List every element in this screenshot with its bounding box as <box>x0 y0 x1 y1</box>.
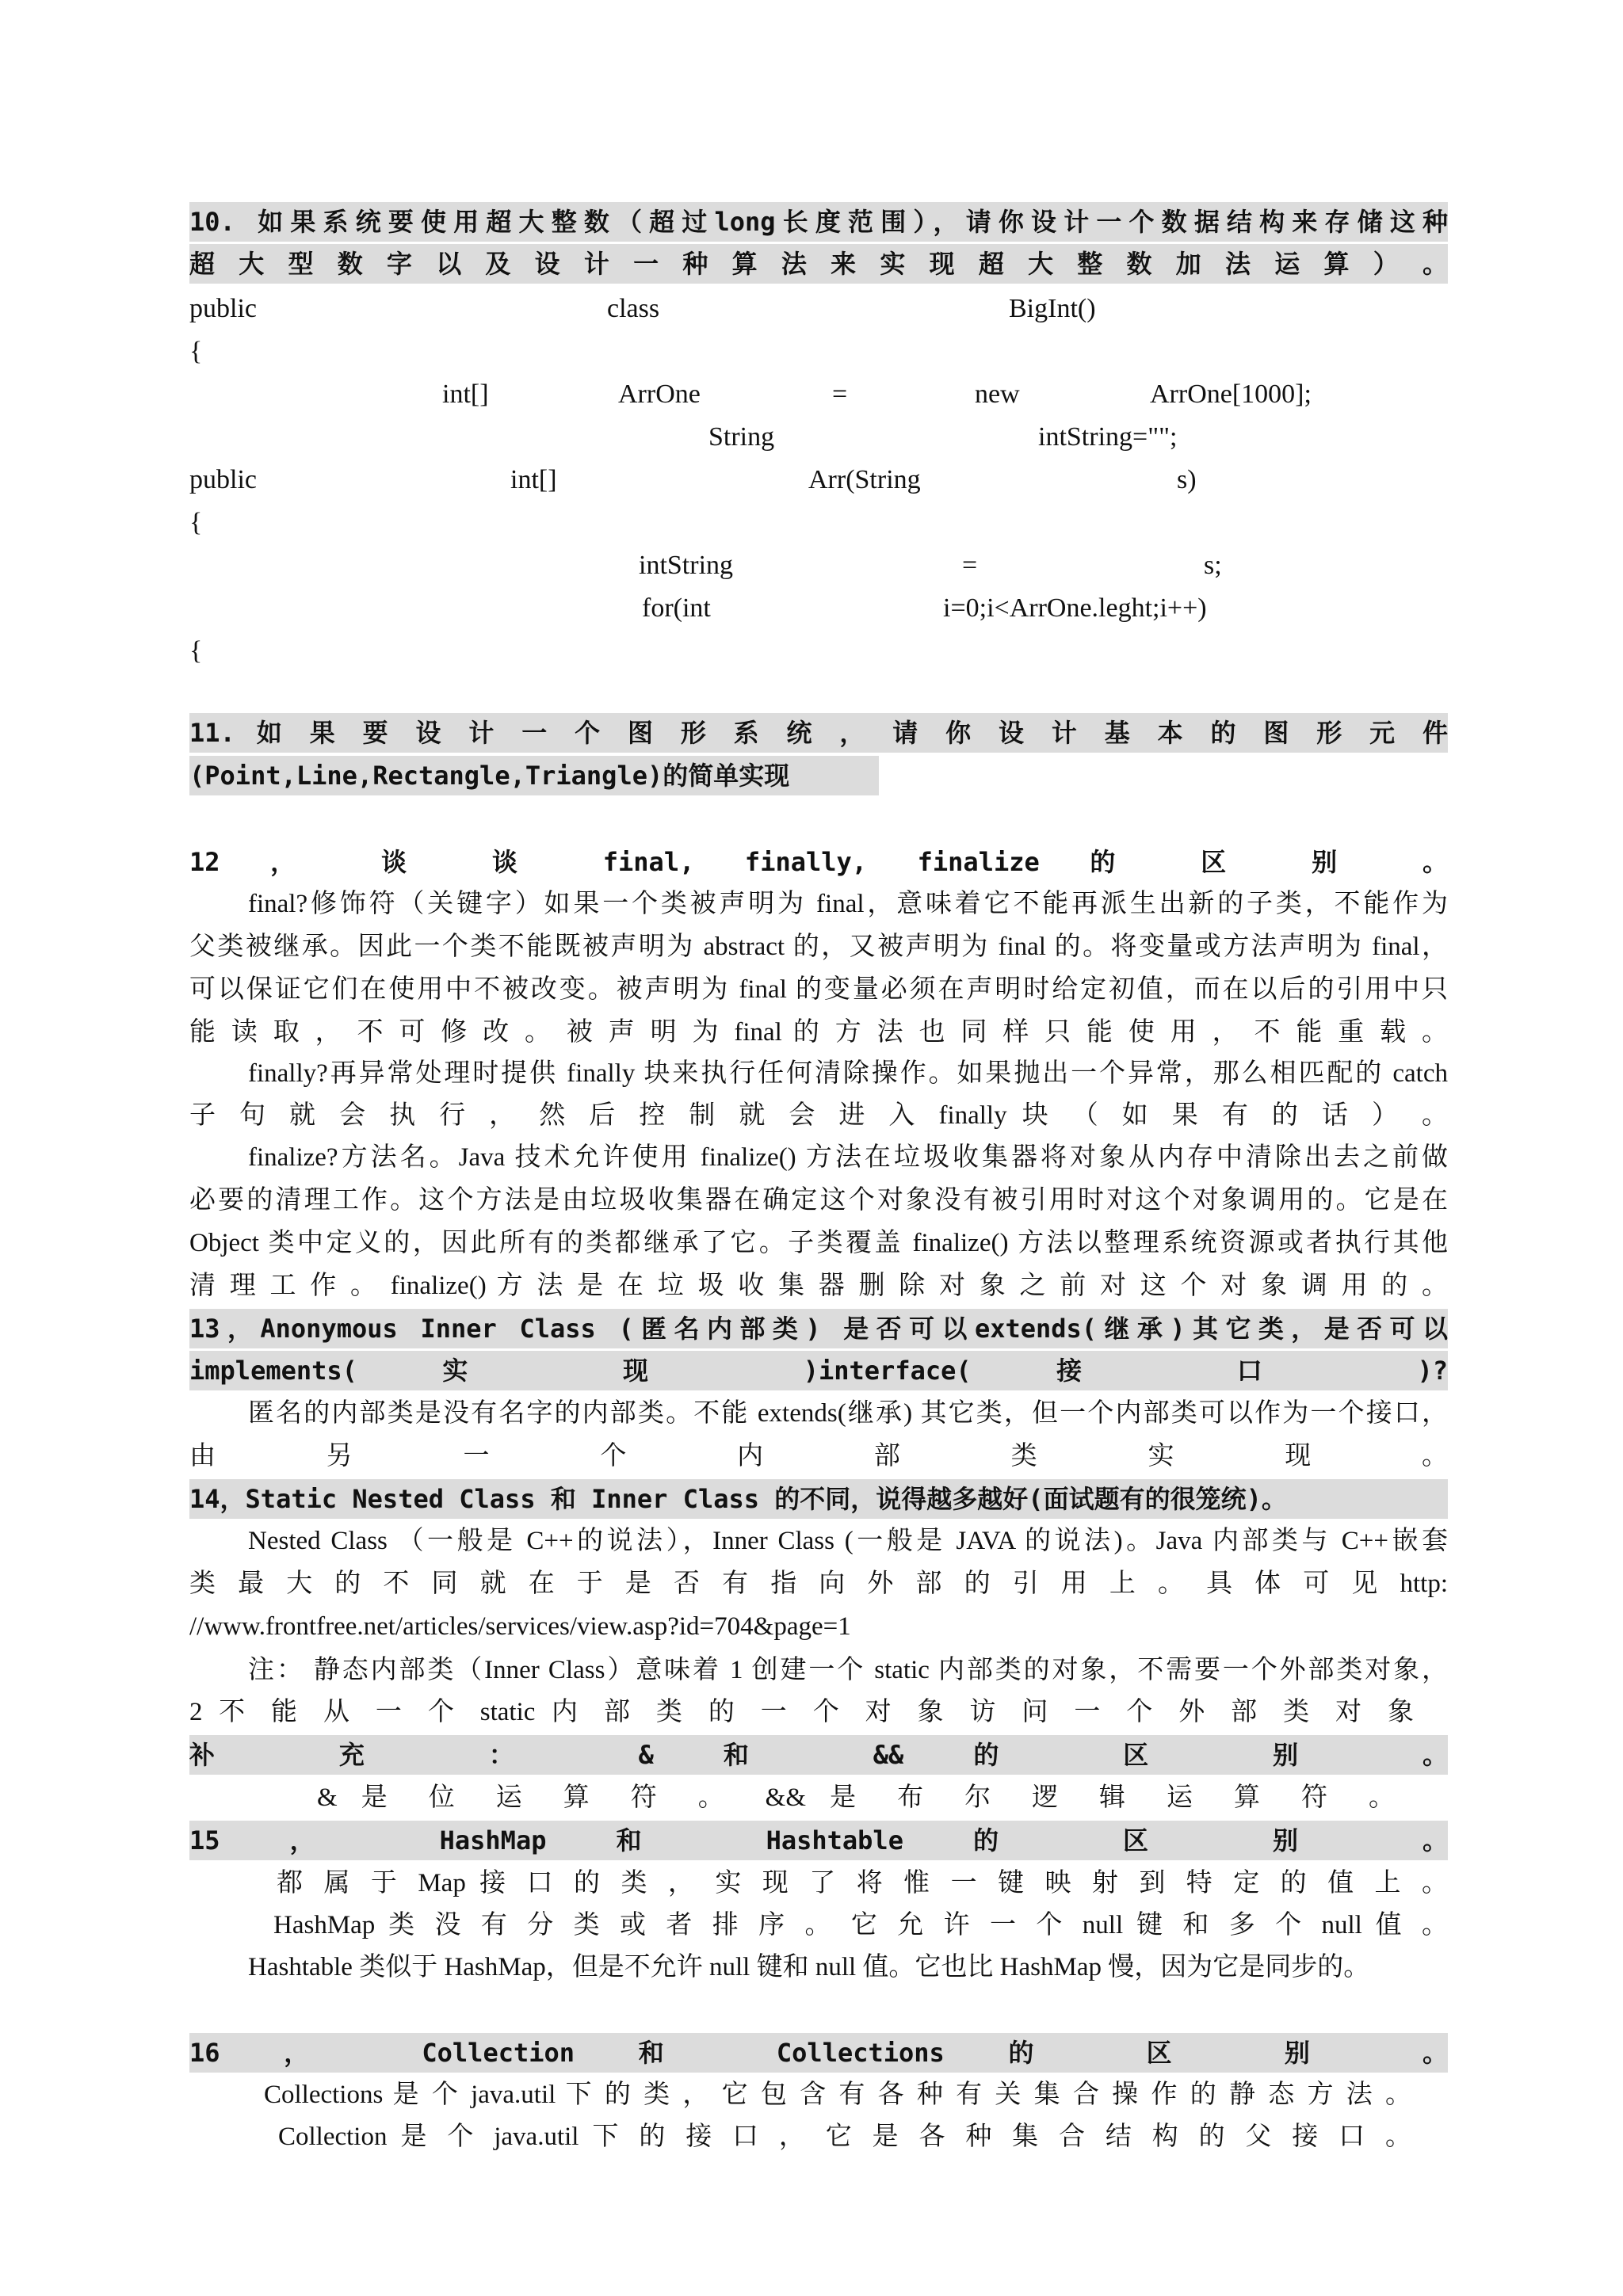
q12-body-line: 子 句 就 会 执 行 ， 然 后 控 制 就 会 进 入 finally 块 （ 如 果 有 的 话 ） 。 <box>189 1101 1448 1130</box>
code-token: Arr(String <box>808 465 921 494</box>
q14-heading: 14，Static Nested Class 和 Inner Class 的不同，说得越多越好(面试题有的很笼统)。 <box>189 1479 1448 1519</box>
q14-body-line: 注： 静态内部类（Inner Class）意味着 1 创建一个 static 内部类的对象，不需要一个外部类对象， <box>248 1656 1448 1684</box>
code-token: s) <box>1177 465 1197 494</box>
q11-heading-line-1: 11. 如 果 要 设 计 一 个 图 形 系 统 ， 请 你 设 计 基 本 的 图 形 元 件 <box>189 713 1448 753</box>
q10-heading-line-1: 10. 如果系统要使用超大整数（超过long长度范围），请你设计一个数据结构来存储这种 <box>189 202 1448 242</box>
q13-heading-line-2: implements( 实 现 )interface( 接 口 )? <box>189 1351 1448 1390</box>
q12-body-line: 必要的清理工作。这个方法是由垃圾收集器在确定这个对象没有被引用时对这个对象调用的。它是在 <box>189 1186 1448 1215</box>
code-token: int[] <box>510 465 557 494</box>
q10-heading-line-2: 超 大 型 数 字 以 及 设 计 一 种 算 法 来 实 现 超 大 整 数 加 法 运 算 ） 。 <box>189 244 1448 284</box>
q14-body-line: //www.frontfree.net/articles/services/view.asp?id=704&page=1 <box>189 1612 851 1641</box>
q16-heading: 16 ， Collection 和 Collections 的 区 别 。 <box>189 2033 1448 2073</box>
q13-body-line: 由 另 一 个 内 部 类 实 现 。 <box>189 1442 1449 1470</box>
q12-body-line: finalize?方法名。Java 技术允许使用 finalize() 方法在垃圾收集器将对象从内存中清除出去之前做 <box>248 1143 1448 1172</box>
code-token: intString <box>639 551 734 580</box>
code-token: for(int <box>642 593 711 623</box>
q12-body-line: Object 类中定义的，因此所有的类都继承了它。子类覆盖 finalize() 方法以整理系统资源或者执行其他 <box>189 1229 1448 1257</box>
code-token: ArrOne <box>618 379 701 409</box>
code-token: { <box>189 337 203 366</box>
q14-body-line: 类 最 大 的 不 同 就 在 于 是 否 有 指 向 外 部 的 引 用 上 。 具 体 可 见 http: <box>189 1569 1448 1598</box>
code-token: BigInt() <box>1009 294 1096 323</box>
supplement-body: & 是 位 运 算 符 。 && 是 布 尔 逻 辑 运 算 符 。 <box>317 1783 1395 1812</box>
code-token: = <box>832 379 848 409</box>
q15-body-line: HashMap 类 没 有 分 类 或 者 排 序 。 它 允 许 一 个 null 键 和 多 个 null 值 。 <box>273 1911 1448 1939</box>
code-token: public <box>189 294 257 323</box>
supplement-heading: 补 充 ： & 和 && 的 区 别 。 <box>189 1735 1448 1775</box>
q12-body-line: 可以保证它们在使用中不被改变。被声明为 final 的变量必须在声明时给定初值，而在以后的引用中只 <box>189 975 1448 1004</box>
q12-body-line: final?修饰符（关键字）如果一个类被声明为 final，意味着它不能再派生出新的子类，不能作为 <box>248 890 1448 918</box>
q16-body-line: Collections 是 个 java.util 下 的 类 ， 它 包 含 有 各 种 有 关 集 合 操 作 的 静 态 方 法 。 <box>264 2081 1411 2109</box>
q15-heading: 15 ， HashMap 和 Hashtable 的 区 别 。 <box>189 1821 1448 1860</box>
q15-body-line: Hashtable 类似于 HashMap，但是不允许 null 键和 null 值。它也比 HashMap 慢，因为它是同步的。 <box>248 1953 1370 1981</box>
q12-body-line: 能 读 取 ， 不 可 修 改 。 被 声 明 为 final 的 方 法 也 同 样 只 能 使 用 ， 不 能 重 载 。 <box>189 1018 1448 1047</box>
code-token: class <box>607 294 660 323</box>
q16-body-line: Collection 是 个 java.util 下 的 接 口 ， 它 是 各 种 集 合 结 构 的 父 接 口 。 <box>278 2122 1411 2151</box>
q12-heading: 12 ， 谈 谈 final, finally, finalize 的 区 别 。 <box>189 847 1448 877</box>
q14-body-line: 2 不 能 从 一 个 static 内 部 类 的 一 个 对 象 访 问 一 个 外 部 类 对 象 <box>189 1698 1414 1726</box>
code-token: String <box>708 422 775 452</box>
code-token: i=0;i<ArrOne.leght;i++) <box>943 593 1207 623</box>
code-token: { <box>189 508 203 537</box>
code-token: public <box>189 465 257 494</box>
q13-heading-line-1: 13，Anonymous Inner Class (匿名内部类) 是否可以extends(继承)其它类，是否可以 <box>189 1309 1448 1348</box>
code-token: new <box>975 379 1020 409</box>
q13-body-line: 匿名的内部类是没有名字的内部类。不能 extends(继承) 其它类，但一个内部类可以作为一个接口， <box>248 1399 1448 1428</box>
q12-body-line: 清 理 工 作 。 finalize() 方 法 是 在 垃 圾 收 集 器 删 除 对 象 之 前 对 这 个 对 象 调 用 的 。 <box>189 1272 1448 1300</box>
code-token: ArrOne[1000]; <box>1150 379 1312 409</box>
code-token: = <box>962 551 978 580</box>
q12-body-line: 父类被继承。因此一个类不能既被声明为 abstract 的，又被声明为 final 的。将变量或方法声明为 final， <box>189 933 1448 961</box>
q11-heading-line-2: (Point,Line,Rectangle,Triangle)的简单实现 <box>189 756 879 795</box>
q15-body-line: 都 属 于 Map 接 口 的 类 ， 实 现 了 将 惟 一 键 映 射 到 特 定 的 值 上 。 <box>277 1869 1448 1897</box>
q14-body-line: Nested Class （一般是 C++的说法），Inner Class (一般是 JAVA 的说法)。Java 内部类与 C++嵌套 <box>248 1527 1448 1555</box>
q12-body-line: finally?再异常处理时提供 finally 块来执行任何清除操作。如果抛出一个异常，那么相匹配的 catch <box>248 1059 1448 1088</box>
code-token: intString=""; <box>1038 422 1178 452</box>
code-token: s; <box>1204 551 1222 580</box>
code-token: int[] <box>442 379 489 409</box>
code-token: { <box>189 636 203 666</box>
